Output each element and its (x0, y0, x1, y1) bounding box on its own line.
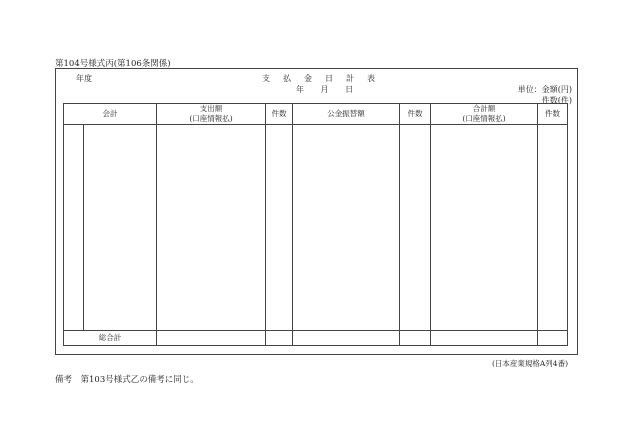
body-row (64, 125, 568, 331)
header-account: 会計 (64, 104, 157, 125)
grand-total-payment (157, 330, 266, 345)
count-cell-2 (400, 125, 431, 331)
header-row (64, 104, 568, 125)
fiscal-year-label: 年度 (76, 74, 92, 83)
header-public-transfer: 公金振替額 (293, 104, 400, 125)
grand-total-transfer (293, 330, 400, 345)
public-transfer-cell (293, 125, 400, 331)
header-payment-amount: 支出額 (口座情報払) (157, 104, 266, 125)
date-line: 年 月 日 (296, 85, 354, 94)
grand-total-count-2 (400, 330, 431, 345)
total-amount-cell (431, 125, 538, 331)
header-count-3: 件数 (538, 104, 568, 125)
account-subdivider (83, 125, 84, 330)
count-cell-1 (266, 125, 293, 331)
count-cell-3 (538, 125, 568, 331)
header-count-2: 件数 (400, 104, 431, 125)
grand-total-amount (431, 330, 538, 345)
remarks-note: 備考 第103号様式乙の備考に同じ。 (55, 375, 199, 385)
form-number-label: 第104号様式丙(第106条関係) (55, 59, 171, 69)
grand-total-row (64, 330, 568, 345)
account-cell (64, 125, 157, 331)
grand-total-label: 総合計 (64, 330, 157, 345)
payment-amount-cell (157, 125, 266, 331)
unit-amount-label: 単位：金額(円) (517, 85, 572, 94)
jis-size-note: (日本産業規格A列4番) (491, 359, 568, 368)
header-count-1: 件数 (266, 104, 293, 125)
daily-payment-table (63, 103, 568, 346)
unit-count-label: 件数(件) (541, 96, 572, 105)
form-title: 支払金日計表 (262, 74, 388, 83)
header-total-amount: 合計額 (口座情報払) (431, 104, 538, 125)
grand-total-count-1 (266, 330, 293, 345)
grand-total-count-3 (538, 330, 568, 345)
